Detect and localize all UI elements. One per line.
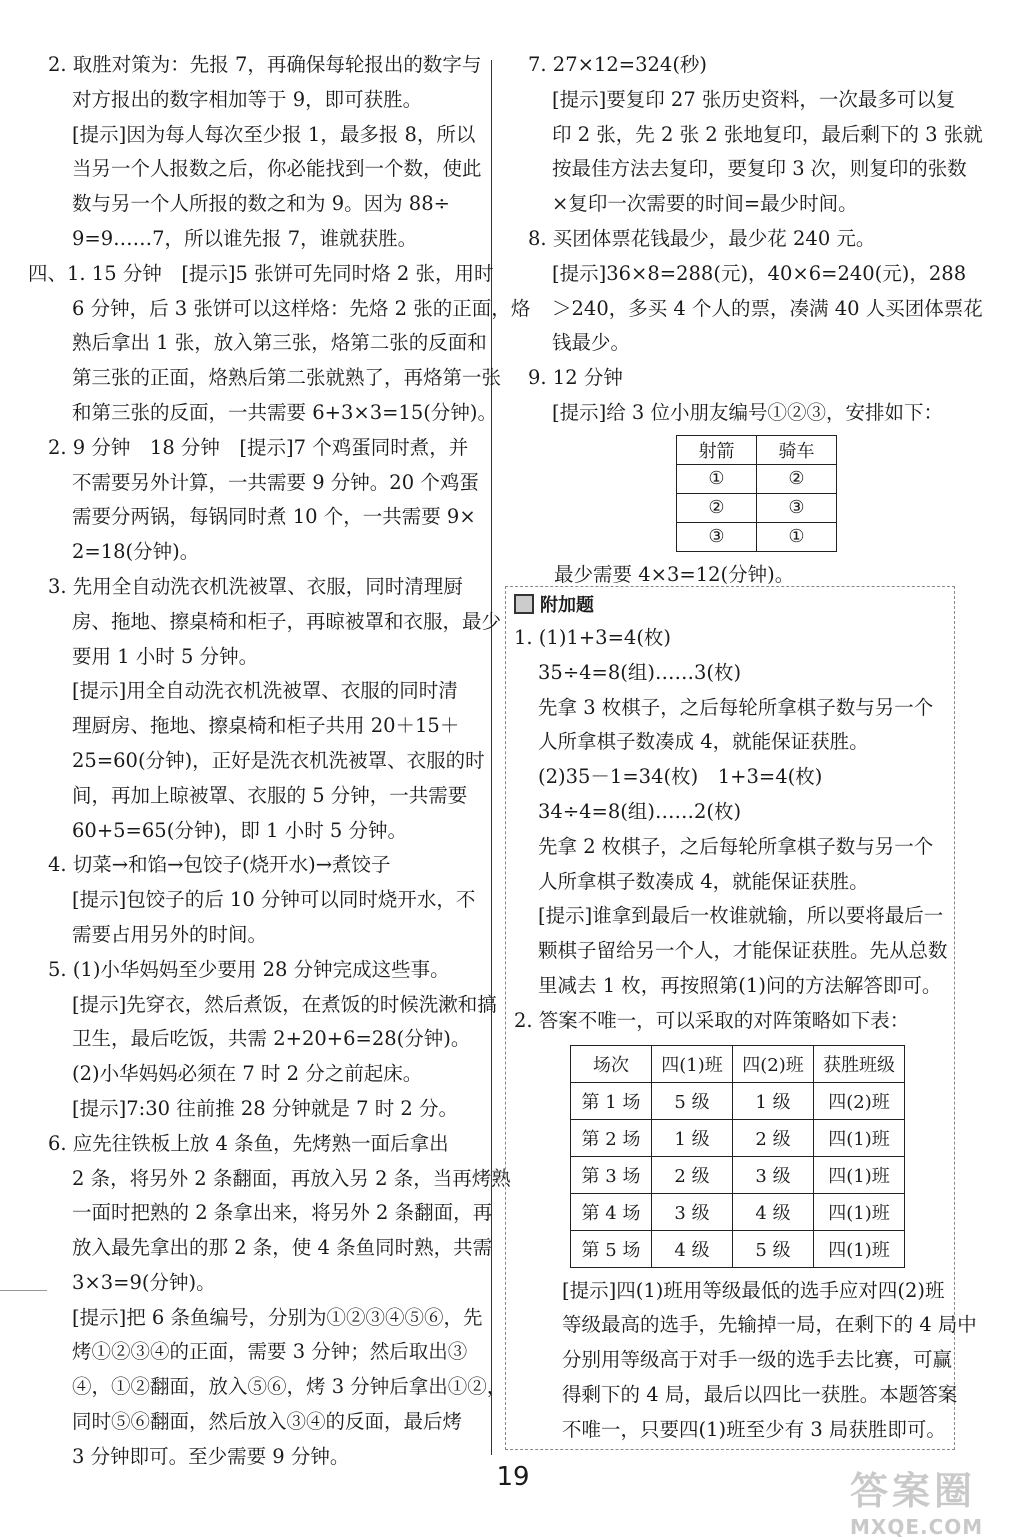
text-line: [提示]因为每人每次至少报 1，最多报 8，所以 bbox=[72, 122, 476, 146]
table-cell: ③ bbox=[757, 493, 837, 522]
match-strategy-table bbox=[570, 1045, 905, 1268]
text-line: 房、拖地、擦桌椅和柜子，再晾被罩和衣服，最少 bbox=[72, 609, 502, 633]
text-line: 卫生，最后吃饭，共需 2+20+6=28(分钟)。 bbox=[72, 1027, 471, 1051]
table-header: 四(1)班 bbox=[652, 1045, 733, 1082]
table-row bbox=[571, 1119, 905, 1156]
text-line: 2. 答案不唯一，可以采取的对阵策略如下表： bbox=[514, 1008, 910, 1032]
text-line: [提示]谁拿到最后一枚谁就输，所以要将最后一 bbox=[538, 904, 944, 928]
text-line: 颗棋子留给另一个人，才能保证获胜。先从总数 bbox=[538, 939, 948, 963]
text-line: 同时⑤⑥翻面，然后放入③④的反面，最后烤 bbox=[72, 1410, 463, 1434]
table-cell: 四(1)班 bbox=[814, 1119, 905, 1156]
table-row bbox=[677, 493, 837, 522]
text-line: 印 2 张，先 2 张 2 张地复印，最后剩下的 3 张就 bbox=[552, 122, 983, 146]
right-column bbox=[514, 48, 983, 1441]
table-header: 射箭 bbox=[677, 435, 757, 464]
text-line: 不需要另外计算，一共需要 9 分钟。20 个鸡蛋 bbox=[72, 470, 479, 494]
text-line: 当另一个人报数之后，你必能找到一个数，使此 bbox=[72, 157, 482, 181]
text-line: 60+5=65(分钟)，即 1 小时 5 分钟。 bbox=[72, 818, 408, 842]
table-row bbox=[571, 1082, 905, 1119]
watermark-logo: 答案圈 bbox=[850, 1469, 977, 1513]
text-line: 四、1. 15 分钟 [提示]5 张饼可先同时烙 2 张，用时 bbox=[28, 261, 494, 285]
table-cell: 5 级 bbox=[733, 1230, 814, 1267]
text-line: 35÷4=8(组)……3(枚) bbox=[538, 660, 742, 684]
text-line: 数与另一个人所报的数之和为 9。因为 88÷ bbox=[72, 192, 450, 216]
table-cell: 第 2 场 bbox=[571, 1119, 652, 1156]
text-line: (2)小华妈妈必须在 7 时 2 分之前起床。 bbox=[72, 1062, 423, 1086]
text-line: 需要分两锅，每锅同时煮 10 个，一共需要 9× bbox=[72, 505, 476, 529]
answer-line: 最少需要 4×3=12(分钟)。 bbox=[554, 562, 795, 586]
left-column bbox=[28, 48, 531, 1475]
text-line: 里减去 1 枚，再按照第(1)问的方法解答即可。 bbox=[538, 973, 942, 997]
section-icon bbox=[514, 594, 534, 614]
text-line: 7. 27×12=324(秒) bbox=[528, 53, 708, 76]
text-line: [提示]把 6 条鱼编号，分别为①②③④⑤⑥，先 bbox=[72, 1305, 483, 1329]
handwritten-mark bbox=[0, 1290, 47, 1291]
text-line: [提示]先穿衣，然后煮饭，在煮饭的时候洗漱和搞 bbox=[72, 992, 497, 1016]
extra-questions-box bbox=[505, 586, 977, 1450]
text-line: 人所拿棋子数凑成 4，就能保证获胜。 bbox=[538, 730, 869, 754]
table-cell: 第 5 场 bbox=[571, 1230, 652, 1267]
table-cell: 4 级 bbox=[652, 1230, 733, 1267]
table-cell: 3 级 bbox=[733, 1156, 814, 1193]
table-cell: 第 1 场 bbox=[571, 1082, 652, 1119]
text-line: 3 分钟即可。至少需要 9 分钟。 bbox=[72, 1444, 350, 1468]
table-row bbox=[677, 522, 837, 551]
watermark-site: MXQE.COM bbox=[850, 1515, 984, 1539]
table-cell: 四(1)班 bbox=[814, 1193, 905, 1230]
text-line: [提示]四(1)班用等级最低的选手应对四(2)班 bbox=[562, 1278, 945, 1302]
text-line: [提示]7:30 往前推 28 分钟就是 7 时 2 分。 bbox=[72, 1096, 459, 1120]
text-line: 要用 1 小时 5 分钟。 bbox=[72, 644, 259, 668]
table-header: 四(2)班 bbox=[733, 1045, 814, 1082]
schedule-table bbox=[676, 435, 837, 552]
text-line: [提示]36×8=288(元)，40×6=240(元)，288 bbox=[552, 261, 967, 285]
text-line: [提示]用全自动洗衣机洗被罩、衣服的同时清 bbox=[72, 679, 458, 703]
text-line: ＞240，多买 4 个人的票，凑满 40 人买团体票花 bbox=[552, 296, 983, 320]
table-cell: 1 级 bbox=[733, 1082, 814, 1119]
text-line: 不唯一，只要四(1)班至少有 3 局获胜即可。 bbox=[562, 1417, 946, 1441]
text-line: 熟后拿出 1 张，放入第三张，烙第二张的反面和 bbox=[72, 331, 487, 355]
text-line: 一面时把熟的 2 条拿出来，将另外 2 条翻面，再 bbox=[72, 1201, 493, 1225]
table-row bbox=[571, 1230, 905, 1267]
text-line: [提示]给 3 位小朋友编号①②③，安排如下： bbox=[552, 400, 944, 424]
table-cell: 4 级 bbox=[733, 1193, 814, 1230]
text-line: 34÷4=8(组)……2(枚) bbox=[538, 799, 742, 823]
text-line: ×复印一次需要的时间=最少时间。 bbox=[552, 192, 858, 216]
table-cell: 四(1)班 bbox=[814, 1156, 905, 1193]
table-row bbox=[571, 1193, 905, 1230]
table-header: 获胜班级 bbox=[814, 1045, 905, 1082]
table-cell: ② bbox=[677, 493, 757, 522]
text-line: 间，再加上晾被罩、衣服的 5 分钟，一共需要 bbox=[72, 783, 468, 807]
text-line: 和第三张的反面，一共需要 6+3×3=15(分钟)。 bbox=[72, 400, 497, 424]
table-row bbox=[571, 1156, 905, 1193]
text-line: 6. 应先往铁板上放 4 条鱼，先烤熟一面后拿出 bbox=[48, 1131, 449, 1155]
text-line: 2. 取胜对策为：先报 7，再确保每轮报出的数字与 bbox=[48, 53, 482, 76]
text-line: 2. 9 分钟 18 分钟 [提示]7 个鸡蛋同时煮，并 bbox=[48, 435, 469, 459]
text-line: 8. 买团体票花钱最少，最少花 240 元。 bbox=[528, 226, 876, 250]
text-line: 人所拿棋子数凑成 4，就能保证获胜。 bbox=[538, 869, 869, 893]
text-line: 3. 先用全自动洗衣机洗被罩、衣服，同时清理厨 bbox=[48, 574, 463, 598]
text-line: 9. 12 分钟 bbox=[528, 366, 623, 390]
text-line: 分别用等级高于对手一级的选手去比赛，可赢 bbox=[562, 1348, 953, 1372]
table-cell: ① bbox=[757, 522, 837, 551]
table-cell: 5 级 bbox=[652, 1082, 733, 1119]
watermark bbox=[850, 1460, 1020, 1539]
text-line: 5. (1)小华妈妈至少要用 28 分钟完成这些事。 bbox=[48, 957, 450, 981]
text-line: 得剩下的 4 局，最后以四比一获胜。本题答案 bbox=[562, 1382, 958, 1406]
text-line: 1. (1)1+3=4(枚) bbox=[514, 626, 672, 649]
text-line: 按最佳方法去复印，要复印 3 次，则复印的张数 bbox=[552, 157, 967, 181]
text-line: 烤①②③④的正面，需要 3 分钟；然后取出③ bbox=[72, 1340, 468, 1364]
text-line: 25=60(分钟)，正好是洗衣机洗被罩、衣服的时 bbox=[72, 748, 485, 772]
table-cell: 四(2)班 bbox=[814, 1082, 905, 1119]
text-line: 2 条，将另外 2 条翻面，再放入另 2 条，当再烤熟 bbox=[72, 1166, 511, 1190]
table-row bbox=[677, 464, 837, 493]
text-line: 4. 切菜→和馅→包饺子(烧开水)→煮饺子 bbox=[48, 853, 391, 877]
text-line: 3×3=9(分钟)。 bbox=[72, 1270, 216, 1294]
text-line: 9=9……7，所以谁先报 7，谁就获胜。 bbox=[72, 226, 418, 250]
table-cell: 第 3 场 bbox=[571, 1156, 652, 1193]
text-line: 先拿 3 枚棋子，之后每轮所拿棋子数与另一个 bbox=[538, 695, 934, 719]
table-header: 场次 bbox=[571, 1045, 652, 1082]
table-cell: 第 4 场 bbox=[571, 1193, 652, 1230]
table-cell: 2 级 bbox=[652, 1156, 733, 1193]
text-line: 2=18(分钟)。 bbox=[72, 540, 200, 564]
text-line: 钱最少。 bbox=[552, 331, 631, 355]
table-cell: 四(1)班 bbox=[814, 1230, 905, 1267]
text-line: 6 分钟，后 3 张饼可以这样烙：先烙 2 张的正面，烙 bbox=[72, 296, 531, 320]
table-cell: 3 级 bbox=[652, 1193, 733, 1230]
text-line: 放入最先拿出的那 2 条，使 4 条鱼同时熟，共需 bbox=[72, 1236, 493, 1260]
text-line: [提示]包饺子的后 10 分钟可以同时烧开水，不 bbox=[72, 888, 476, 912]
text-line: 等级最高的选手，先输掉一局，在剩下的 4 局中 bbox=[562, 1313, 977, 1337]
text-line: [提示]要复印 27 张历史资料，一次最多可以复 bbox=[552, 87, 956, 111]
text-line: 理厨房、拖地、擦桌椅和柜子共用 20＋15＋ bbox=[72, 714, 460, 738]
text-line: (2)35－1=34(枚) 1+3=4(枚) bbox=[538, 765, 823, 789]
text-line: 对方报出的数字相加等于 9，即可获胜。 bbox=[72, 87, 423, 111]
table-header: 骑车 bbox=[757, 435, 837, 464]
text-line: 第三张的正面，烙熟后第二张就熟了，再烙第一张 bbox=[72, 366, 502, 390]
extra-title: 附加题 bbox=[540, 595, 594, 616]
text-line: ④，①②翻面，放入⑤⑥，烤 3 分钟后拿出①②， bbox=[72, 1375, 507, 1399]
table-cell: ② bbox=[757, 464, 837, 493]
table-cell: ③ bbox=[677, 522, 757, 551]
table-cell: ① bbox=[677, 464, 757, 493]
table-cell: 1 级 bbox=[652, 1119, 733, 1156]
text-line: 需要占用另外的时间。 bbox=[72, 922, 268, 946]
page-number: 19 bbox=[496, 1462, 530, 1492]
text-line: 先拿 2 枚棋子，之后每轮所拿棋子数与另一个 bbox=[538, 834, 934, 858]
table-cell: 2 级 bbox=[733, 1119, 814, 1156]
